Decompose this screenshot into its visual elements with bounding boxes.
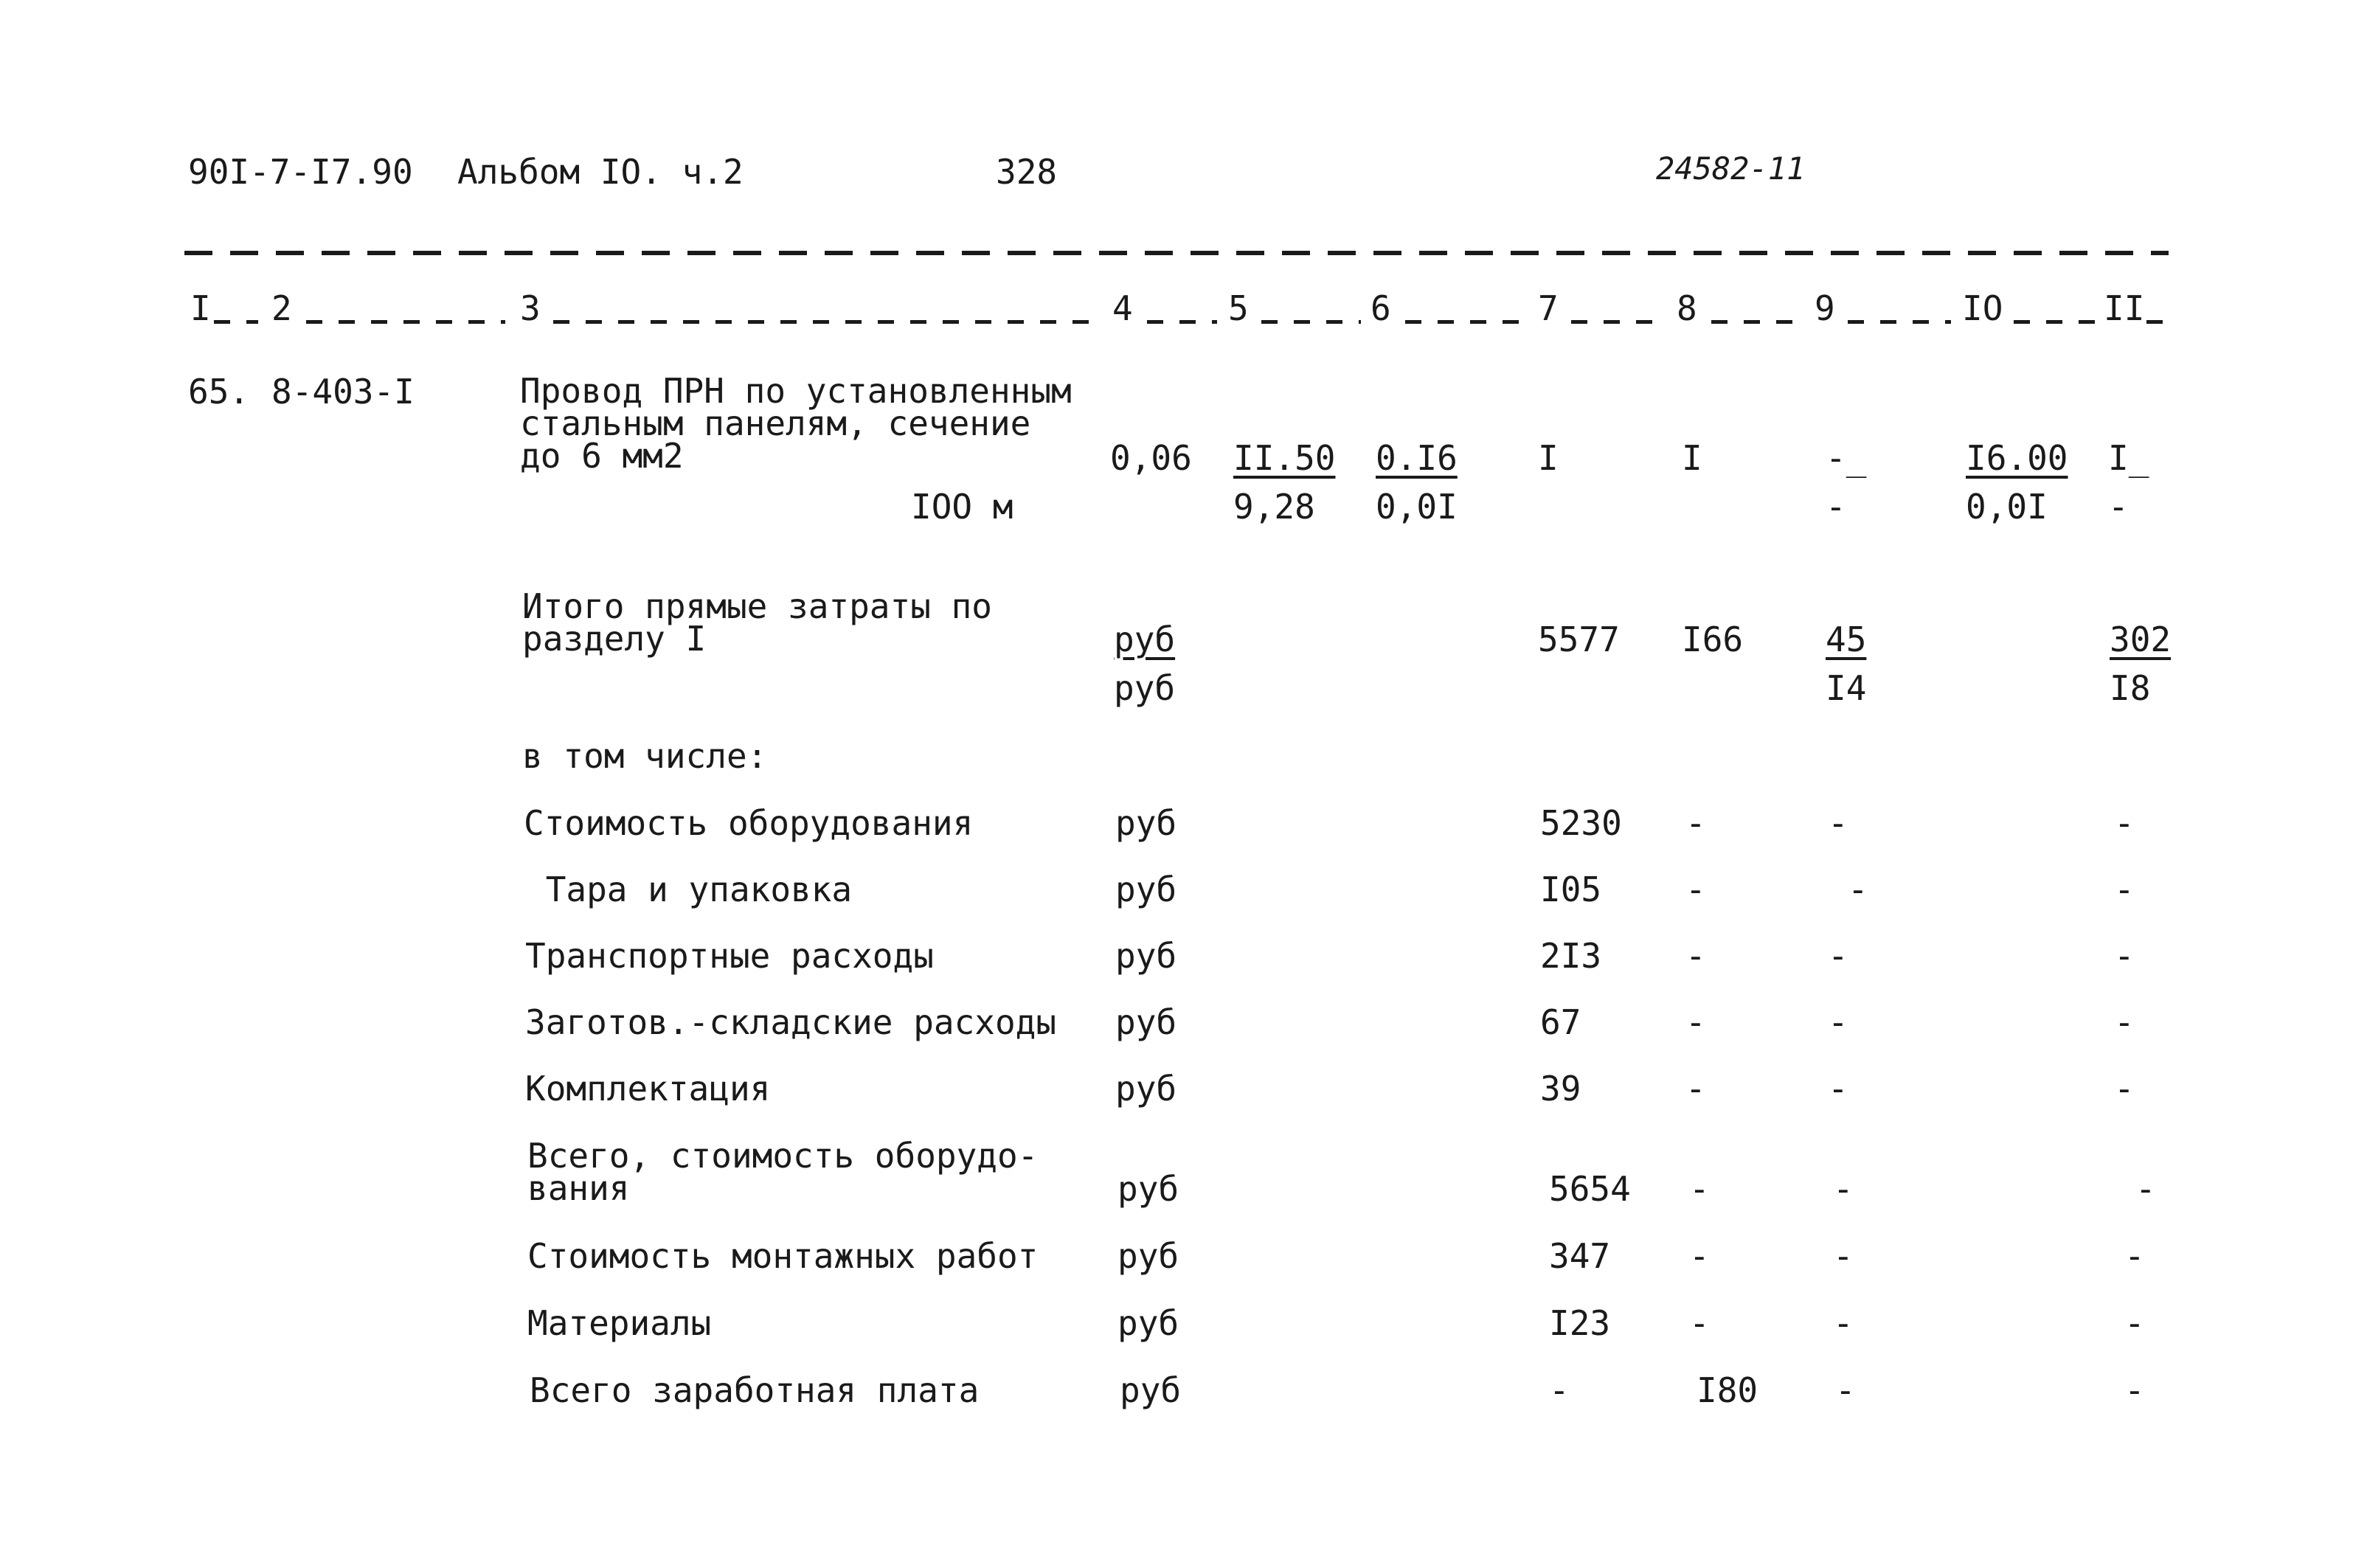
row-label: Всего, стоимость оборудо- — [527, 1136, 1039, 1176]
item-col9-bottom: - — [1826, 487, 1846, 527]
row-col8: - — [1689, 1236, 1710, 1276]
header-dash — [1405, 320, 1527, 324]
row-col8: I80 — [1697, 1370, 1758, 1410]
item-col11-bottom: - — [2108, 487, 2129, 527]
row-unit: руб — [1115, 803, 1177, 843]
item-col6-top: 0.I6 — [1376, 438, 1458, 478]
item-code: 8-403-I — [271, 372, 415, 412]
row-col7: - — [1549, 1370, 1570, 1410]
row-label: Стоимость монтажных работ — [527, 1236, 1039, 1276]
total-col8: I66 — [1682, 620, 1744, 659]
column-6-header: 6 — [1370, 288, 1391, 328]
row-col8: - — [1689, 1303, 1710, 1343]
row-col11: - — [2124, 1236, 2145, 1276]
total-col11-top: 302 — [2110, 620, 2172, 659]
header-dash — [214, 320, 258, 324]
column-8-header: 8 — [1677, 288, 1697, 328]
total-col9-bottom: I4 — [1826, 668, 1867, 708]
row-col7: 5654 — [1549, 1169, 1631, 1209]
row-col7: 5230 — [1540, 803, 1622, 843]
total-unit-top: руб — [1114, 620, 1176, 659]
total-col11-bottom: I8 — [2110, 668, 2151, 708]
row-col9: - — [1828, 1002, 1848, 1042]
row-col9: - — [1828, 1069, 1848, 1109]
column-7-header: 7 — [1538, 288, 1559, 328]
item-col5-top: II.50 — [1233, 438, 1336, 478]
row-unit: руб — [1117, 1236, 1179, 1276]
row-col7: 39 — [1540, 1069, 1581, 1109]
header-dash — [2146, 320, 2169, 324]
item-description-line: стальным панелям, сечение — [520, 403, 1031, 443]
row-col8: - — [1685, 1069, 1706, 1109]
column-4-header: 4 — [1112, 288, 1133, 328]
row-col9: - — [1833, 1303, 1854, 1343]
column-3-header: 3 — [520, 288, 541, 328]
item-col4: 0,06 — [1110, 438, 1192, 478]
header-dash — [1848, 320, 1951, 324]
row-label-continued: вания — [527, 1168, 630, 1208]
total-col7: 5577 — [1538, 620, 1620, 659]
row-col11: - — [2124, 1370, 2145, 1410]
row-col11: - — [2114, 936, 2135, 976]
page-number: 328 — [996, 152, 1058, 192]
row-label: Всего заработная плата — [530, 1370, 980, 1410]
row-col8: - — [1685, 803, 1706, 843]
document-number: 24582-11 — [1656, 150, 1806, 187]
item-description-line: Провод ПРН по установленным — [520, 371, 1072, 411]
document-code: 90I-7-I7.90 — [188, 152, 413, 192]
row-col9: - — [1833, 1169, 1854, 1209]
column-2-header: 2 — [271, 288, 292, 328]
header-dash — [306, 320, 505, 324]
row-label: Заготов.-складские расходы — [525, 1002, 1057, 1042]
separator-line — [184, 251, 2169, 255]
total-col9-top: 45 — [1826, 620, 1867, 659]
item-unit: IOO м — [911, 487, 1013, 527]
item-description-line: до 6 мм2 — [520, 436, 684, 476]
header-dash — [2014, 320, 2095, 324]
item-col11-top: I_ — [2108, 438, 2149, 478]
row-col8: - — [1685, 936, 1706, 976]
column-11-header: II — [2104, 288, 2145, 328]
item-col10-bottom: 0,0I — [1966, 487, 2048, 527]
row-unit: руб — [1117, 1169, 1179, 1209]
row-col11: - — [2124, 1303, 2145, 1343]
row-label: Материалы — [527, 1303, 712, 1343]
header-dash — [1147, 320, 1217, 324]
item-number: 65. — [188, 372, 250, 412]
row-unit: руб — [1120, 1370, 1182, 1410]
total-unit-bottom: руб — [1114, 668, 1176, 708]
row-unit: руб — [1115, 870, 1177, 909]
row-label: Комплектация — [525, 1069, 771, 1109]
row-col7: I23 — [1549, 1303, 1611, 1343]
row-col7: 347 — [1549, 1236, 1611, 1276]
row-col8: - — [1685, 1002, 1706, 1042]
row-col9: - — [1828, 803, 1848, 843]
row-col11: - — [2114, 870, 2135, 909]
item-col9-top: -_ — [1826, 438, 1867, 478]
row-unit: руб — [1115, 1069, 1177, 1109]
row-col9: - — [1833, 1236, 1854, 1276]
item-col6-bottom: 0,0I — [1376, 487, 1458, 527]
total-description-line: разделу I — [522, 619, 707, 659]
row-col11: - — [2114, 1069, 2135, 1109]
item-col10-top: I6.00 — [1966, 438, 2068, 478]
row-col11: - — [2114, 1002, 2135, 1042]
column-5-header: 5 — [1228, 288, 1249, 328]
column-1-header: I — [190, 288, 211, 328]
row-col9: - — [1828, 936, 1848, 976]
row-col9: - — [1835, 1370, 1856, 1410]
row-col7: I05 — [1540, 870, 1602, 909]
header-dash — [553, 320, 1103, 324]
row-col8: - — [1689, 1169, 1710, 1209]
row-col7: 2I3 — [1540, 936, 1602, 976]
column-9-header: 9 — [1815, 288, 1835, 328]
including-label: в том числе: — [522, 736, 768, 776]
row-label: Стоимость оборудования — [524, 803, 974, 843]
row-col11: - — [2114, 803, 2135, 843]
header-dash — [1711, 320, 1803, 324]
row-col9: - — [1848, 870, 1868, 909]
row-col7: 67 — [1540, 1002, 1581, 1042]
row-col8: - — [1685, 870, 1706, 909]
row-unit: руб — [1117, 1303, 1179, 1343]
item-col5-bottom: 9,28 — [1233, 487, 1315, 527]
row-col11: - — [2135, 1169, 2156, 1209]
header-dash — [1261, 320, 1361, 324]
item-col8: I — [1682, 438, 1702, 478]
row-label: Транспортные расходы — [525, 936, 934, 976]
row-label: Тара и упаковка — [525, 870, 853, 909]
album-label: Альбом IO. ч.2 — [457, 152, 744, 192]
header-dash — [1571, 320, 1667, 324]
total-description-line: Итого прямые затраты по — [522, 586, 992, 626]
row-unit: руб — [1115, 936, 1177, 976]
item-col7: I — [1538, 438, 1559, 478]
column-10-header: IO — [1962, 288, 2003, 328]
row-unit: руб — [1115, 1002, 1177, 1042]
